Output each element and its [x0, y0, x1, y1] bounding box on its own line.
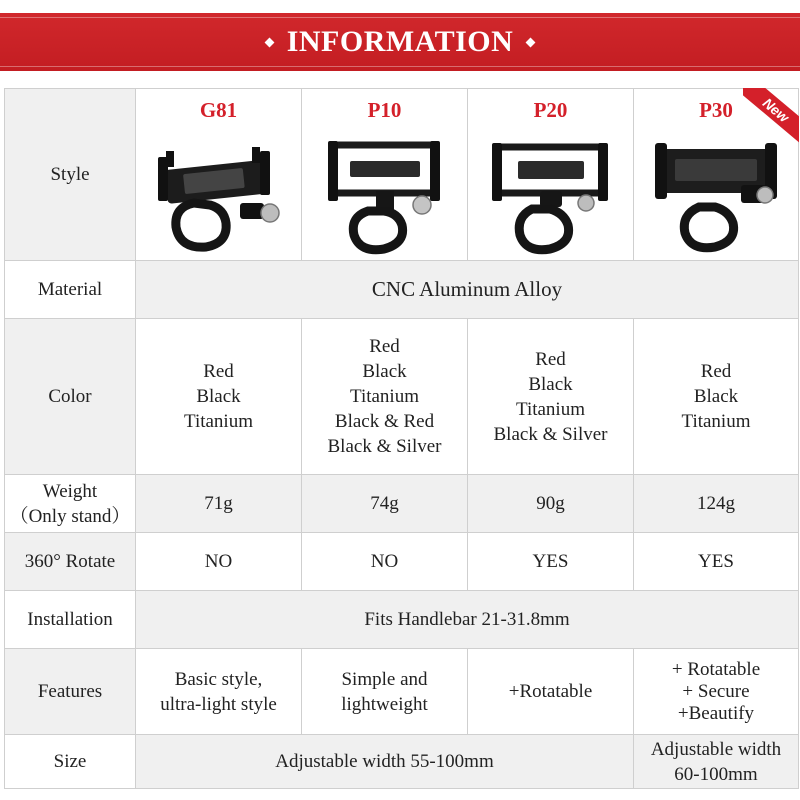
label-weight	[5, 475, 136, 533]
color-item: Black	[693, 386, 739, 407]
label-material: Material	[5, 261, 136, 319]
banner-title	[266, 25, 535, 59]
color-item: Black & Red	[334, 411, 435, 432]
weight-p10: 74g	[302, 475, 468, 533]
color-item: Titanium	[681, 411, 751, 432]
row-installation	[5, 591, 799, 649]
weight-label-line: Weight	[42, 480, 98, 502]
product-name: P30	[699, 98, 733, 122]
label-size: Size	[5, 735, 136, 789]
label-color: Color	[5, 319, 136, 475]
color-item: Titanium	[516, 398, 585, 420]
color-item: Black	[528, 373, 573, 395]
color-item: Black	[196, 386, 241, 407]
row-material	[5, 261, 799, 319]
row-weight	[5, 475, 799, 533]
product-g81-cell	[136, 89, 302, 261]
row-features	[5, 649, 799, 735]
color-p20	[468, 319, 634, 475]
color-p30	[634, 319, 799, 475]
feature-item: Simple and	[341, 668, 428, 690]
new-badge	[743, 88, 799, 144]
rotate-p20: YES	[468, 533, 634, 591]
label-style: Style	[5, 89, 136, 261]
feature-item: lightweight	[341, 693, 428, 715]
weight-p20: 90g	[468, 475, 634, 533]
size-p30	[634, 735, 799, 789]
color-item: Red	[700, 361, 732, 382]
phone-holder-p30-image	[641, 125, 791, 255]
page-title: INFORMATION	[286, 25, 514, 58]
phone-holder-p20-image	[476, 125, 626, 255]
product-p20-cell	[468, 89, 634, 261]
features-p30	[634, 649, 799, 735]
label-installation: Installation	[5, 591, 136, 649]
feature-item: + Rotatable	[671, 658, 761, 680]
size-shared: Adjustable width 55-100mm	[136, 735, 634, 789]
feature-item: ultra-light style	[160, 693, 277, 715]
label-rotate: 360° Rotate	[5, 533, 136, 591]
color-p10	[302, 319, 468, 475]
color-item: Red	[535, 348, 566, 370]
product-name: P10	[367, 98, 402, 122]
product-name: P20	[533, 98, 568, 122]
row-rotate	[5, 533, 799, 591]
spec-table	[4, 88, 799, 789]
features-p20: +Rotatable	[468, 649, 634, 735]
new-badge-label: New	[743, 88, 799, 144]
feature-item: Basic style,	[174, 668, 263, 690]
material-value: CNC Aluminum Alloy	[136, 261, 799, 319]
color-item: Titanium	[350, 386, 419, 407]
size-line: Adjustable width	[650, 738, 782, 760]
rotate-g81: NO	[136, 533, 302, 591]
color-item: Black & Silver	[493, 423, 608, 445]
product-name: G81	[199, 98, 238, 122]
feature-item: + Secure	[682, 680, 750, 702]
features-p10	[302, 649, 468, 735]
color-item: Titanium	[184, 411, 253, 432]
features-g81	[136, 649, 302, 735]
banner-bar	[0, 13, 800, 71]
weight-label-line: （Only stand）	[9, 505, 131, 527]
color-item: Black	[362, 361, 407, 382]
phone-holder-p10-image	[310, 125, 460, 255]
weight-p30: 124g	[634, 475, 799, 533]
product-p30-cell	[634, 89, 799, 261]
rotate-p10: NO	[302, 533, 468, 591]
color-g81	[136, 319, 302, 475]
row-style	[5, 89, 799, 261]
installation-value: Fits Handlebar 21-31.8mm	[136, 591, 799, 649]
phone-holder-g81-image	[144, 125, 294, 255]
weight-g81: 71g	[136, 475, 302, 533]
diamond-left-icon	[264, 37, 274, 47]
diamond-right-icon	[526, 37, 536, 47]
color-item: Red	[369, 336, 400, 357]
row-color	[5, 319, 799, 475]
header-banner	[0, 0, 800, 85]
color-item: Black & Silver	[327, 436, 442, 457]
product-p10-cell	[302, 89, 468, 261]
row-size	[5, 735, 799, 789]
feature-item: +Beautify	[677, 702, 755, 724]
rotate-p30: YES	[634, 533, 799, 591]
size-line: 60-100mm	[674, 763, 758, 785]
color-item: Red	[203, 361, 234, 382]
label-features: Features	[5, 649, 136, 735]
